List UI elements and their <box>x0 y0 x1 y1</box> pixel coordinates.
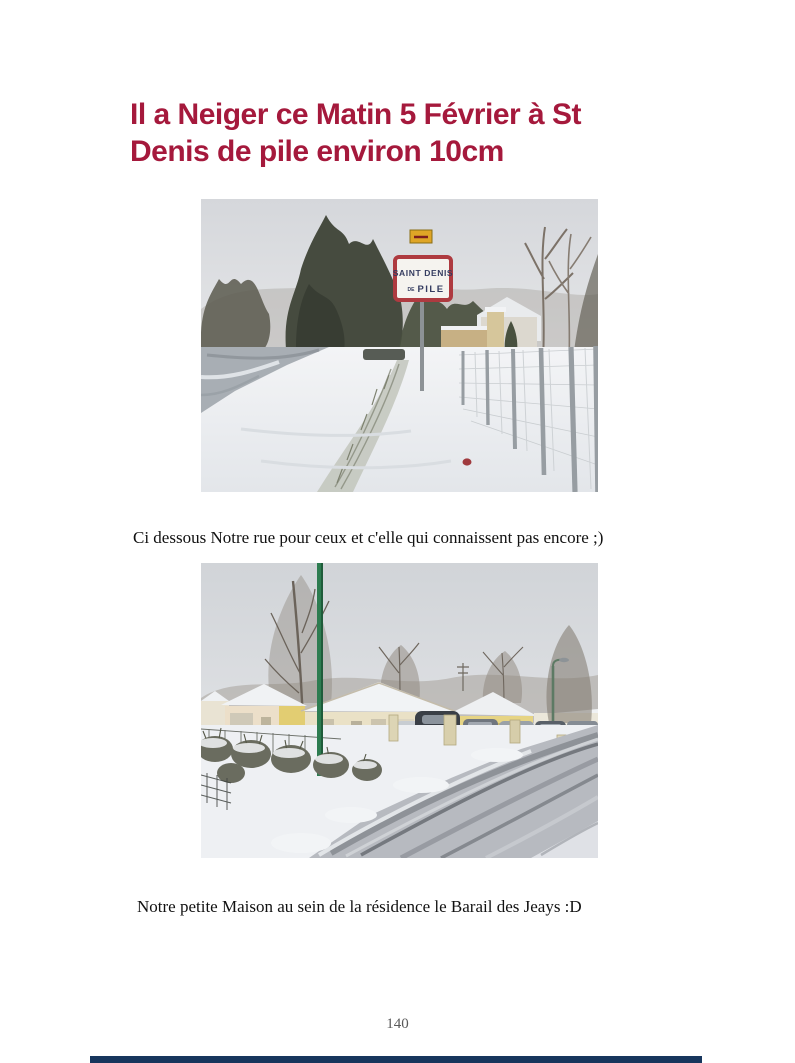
town-sign-line2: PILE <box>417 284 445 295</box>
page-title-line2: Denis de pile environ 10cm <box>130 135 504 168</box>
page-title <box>130 96 730 170</box>
footer-bar <box>90 1056 702 1063</box>
page-number: 140 <box>386 1016 409 1032</box>
town-sign-line1: SAINT DENIS <box>392 268 454 278</box>
caption-photo1: Ci dessous Notre rue pour ceux et c'elle qui connaissent pas encore ;) <box>133 528 604 547</box>
page-title-line1: Il a Neiger ce Matin 5 Février à St <box>130 98 582 131</box>
sign-post <box>420 299 424 391</box>
town-sign <box>393 257 453 300</box>
red-object <box>463 458 472 465</box>
green-pole <box>317 563 323 776</box>
photo-residential-street <box>201 563 598 858</box>
town-sign-line2-small: DE <box>407 287 415 293</box>
caption-photo2: Notre petite Maison au sein de la résidence le Barail des Jeays :D <box>137 897 582 916</box>
pillar-snow-cap <box>485 307 506 312</box>
photo-town-entrance <box>201 199 598 492</box>
wall-snow-cap <box>441 326 491 330</box>
culvert <box>363 349 405 360</box>
